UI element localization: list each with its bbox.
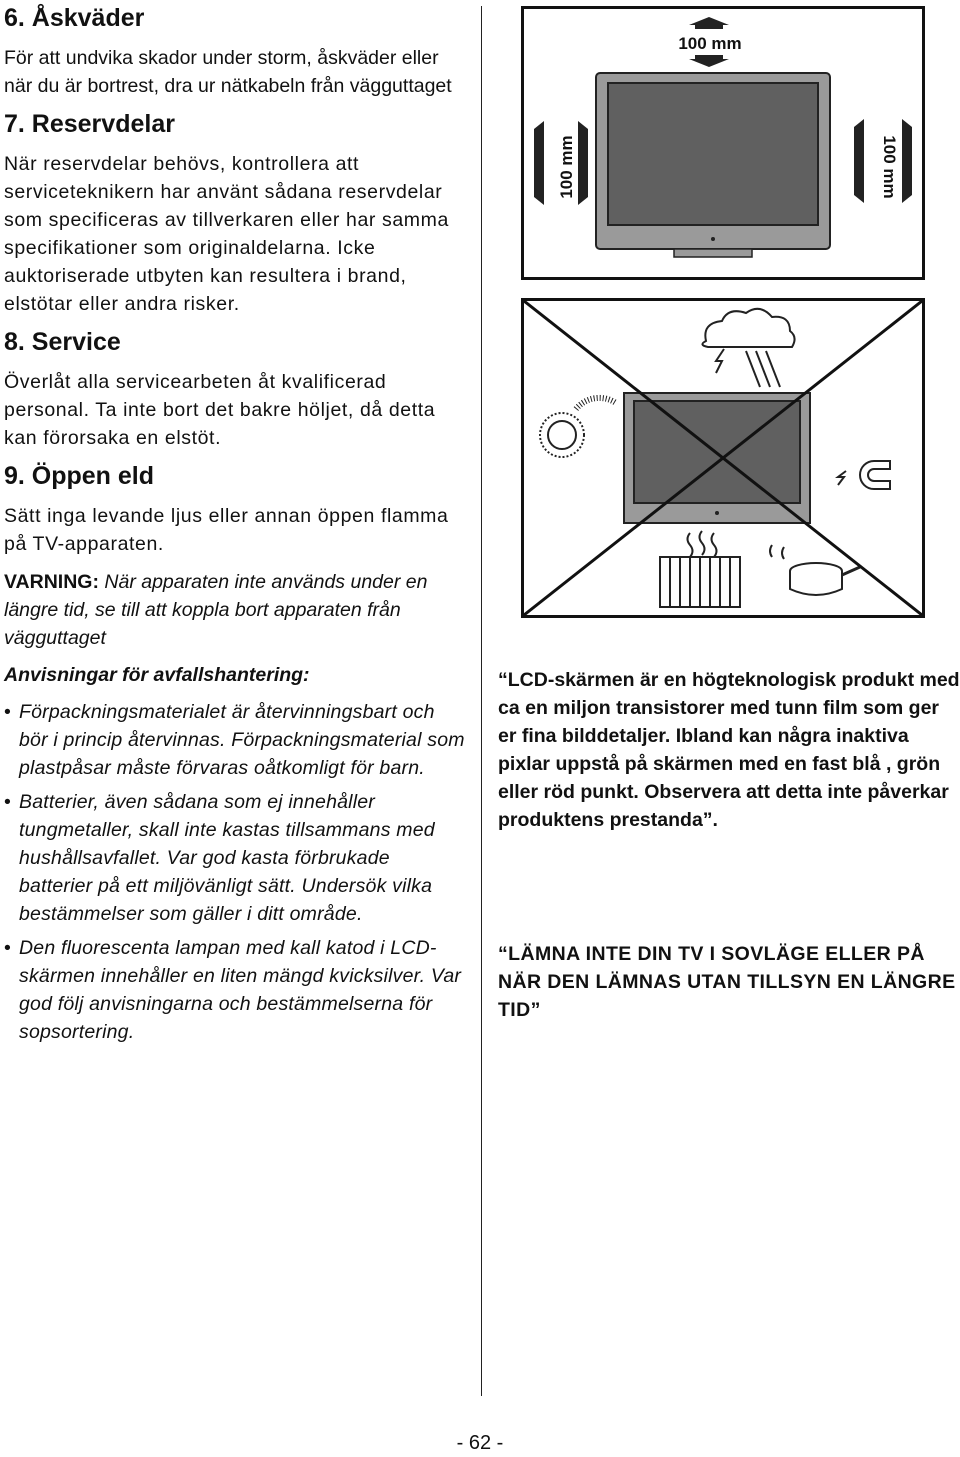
right-arrow-icon: [854, 119, 864, 203]
hazard-figure: [521, 298, 925, 618]
section-9-text: Sätt inga levande ljus eller annan öppen flamma på TV-apparaten.: [4, 505, 449, 555]
right-clearance-label: 100 mm: [880, 135, 899, 199]
left-column: [4, 4, 466, 1052]
cloud-icon: [702, 309, 794, 347]
warning-text: När apparaten inte används under en längre tid, se till att koppla bort apparaten från vägguttaget: [4, 571, 428, 649]
lightning-icon: [716, 349, 724, 373]
cooking-pot-icon: [770, 545, 860, 595]
sun-icon: [548, 421, 576, 449]
disposal-list: [4, 698, 466, 1046]
section-8-text: Överlåt alla servicearbeten åt kvalificerad personal. Ta inte bort det bakre höljet, då detta kan förorsaka en elstöt.: [4, 371, 436, 449]
section-7-title: 7. Reservdelar: [4, 110, 175, 138]
page-number-text: - 62 -: [456, 1432, 504, 1454]
magnet-icon: [860, 461, 890, 489]
radiator-icon: [660, 531, 740, 607]
disposal-item: • Den fluorescenta lampan med kall katod i LCD-skärmen innehåller en liten mängd kvicksilver. Var god följ anvisningarna och bestämmelserna för sopsortering.: [4, 934, 466, 1046]
warning-label: VARNING:: [4, 571, 99, 593]
section-8-title: 8. Service: [4, 328, 121, 356]
clearance-figure: [521, 6, 925, 280]
page-number: [0, 1432, 960, 1455]
top-arrow-icon: [689, 17, 729, 29]
hazard-illustration: [524, 301, 922, 615]
lcd-pixel-note: “LCD-skärmen är en högteknologisk produkt med ca en miljon transistorer med tunn film som ger er fina bilddetaljer. Ibland kan några inaktiva pixlar uppstå på skärmen med en fast blå , grön eller röd punkt. Observera att detta inte påverkar produktens prestanda”.: [498, 669, 960, 831]
disposal-item: • Batterier, även sådana som ej innehåller tungmetaller, skall inte kastas tillsammans med hushållsavfallet. Var god kasta förbrukade batterier på ett miljövänligt sätt. Undersök vilka bestämmelser som gäller i ditt område.: [4, 788, 466, 928]
section-7-text: När reservdelar behövs, kontrollera att serviceteknikern har använt sådana reservdelar som specificeras av tillverkaren eller har samma specifikationer som originaldelarna. Icke auktoriserade utbyten kan resultera i brand, elstötar eller andra risker.: [4, 153, 449, 315]
standby-warning-note: “LÄMNA INTE DIN TV I SOVLÄGE ELLER PÅ NÄR DEN LÄMNAS UTAN TILLSYN EN LÄNGRE TID”: [498, 943, 956, 1021]
section-6-text: För att undvika skador under storm, åskväder eller när du är bortrest, dra ur nätkabeln från vägguttaget: [4, 47, 452, 97]
section-9-title: 9. Öppen eld: [4, 462, 155, 490]
clearance-illustration: [524, 9, 922, 277]
column-divider: [481, 6, 482, 1396]
disposal-title: Anvisningar för avfallshantering:: [4, 664, 310, 686]
warning-paragraph: [4, 568, 466, 652]
left-clearance-label: 100 mm: [557, 135, 576, 199]
section-6-title: 6. Åskväder: [4, 4, 145, 32]
disposal-item: • Förpackningsmaterialet är återvinningsbart och bör i princip återvinnas. Förpackningsmaterial som plastpåsar måste förvaras oåtkomligt för barn.: [4, 698, 466, 782]
left-arrow-icon: [534, 121, 544, 205]
top-clearance-label: 100 mm: [678, 34, 742, 53]
